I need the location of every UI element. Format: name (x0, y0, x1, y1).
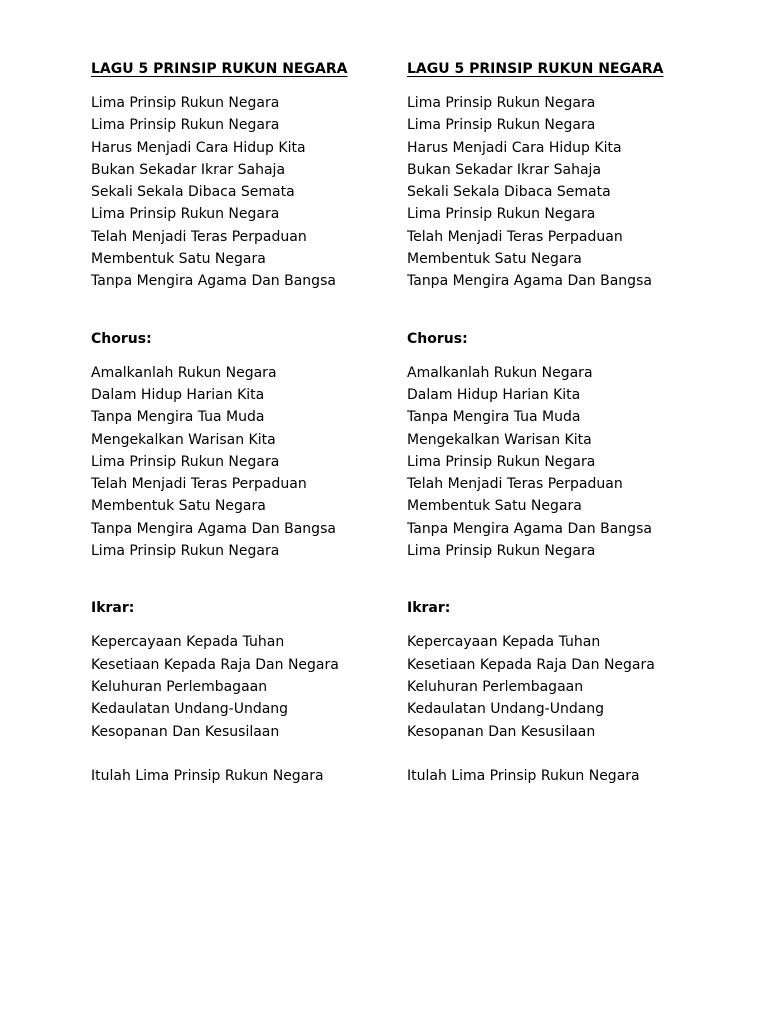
chorus-line: Lima Prinsip Rukun Negara (407, 543, 596, 560)
ikrar-block (407, 631, 737, 742)
verse-line: Telah Menjadi Teras Perpaduan (91, 228, 307, 245)
chorus-line: Lima Prinsip Rukun Negara (407, 453, 596, 470)
chorus-line: Membentuk Satu Negara (91, 498, 266, 515)
verse-line: Bukan Sekadar Ikrar Sahaja (407, 161, 602, 178)
verse-line: Lima Prinsip Rukun Negara (407, 117, 596, 134)
chorus-line: Telah Menjadi Teras Perpaduan (407, 476, 623, 493)
verse-line: Telah Menjadi Teras Perpaduan (407, 228, 623, 245)
lyrics-column-left (91, 58, 421, 787)
verse-line: Lima Prinsip Rukun Negara (407, 206, 596, 223)
chorus-line: Amalkanlah Rukun Negara (407, 364, 593, 381)
verse-line: Harus Menjadi Cara Hidup Kita (91, 139, 306, 156)
ikrar-line: Keluhuran Perlembagaan (407, 678, 584, 695)
chorus-line: Mengekalkan Warisan Kita (407, 431, 592, 448)
verse-line: Lima Prinsip Rukun Negara (407, 95, 596, 111)
ikrar-line: Kesopanan Dan Kesusilaan (91, 723, 280, 740)
verse-line: Membentuk Satu Negara (407, 251, 582, 268)
chorus-line: Telah Menjadi Teras Perpaduan (91, 476, 307, 493)
verse-block (91, 92, 421, 293)
chorus-line: Tanpa Mengira Tua Muda (407, 409, 581, 426)
chorus-label: Chorus: (407, 330, 468, 347)
chorus-line: Mengekalkan Warisan Kita (91, 431, 276, 448)
chorus-line: Amalkanlah Rukun Negara (91, 364, 277, 381)
verse-line: Bukan Sekadar Ikrar Sahaja (91, 161, 286, 178)
verse-line: Lima Prinsip Rukun Negara (91, 95, 280, 111)
verse-line: Lima Prinsip Rukun Negara (91, 117, 280, 134)
chorus-label: Chorus: (91, 330, 152, 347)
ikrar-line: Kedaulatan Undang-Undang (407, 701, 605, 718)
chorus-line: Dalam Hidup Harian Kita (91, 386, 265, 403)
ikrar-label: Ikrar: (91, 600, 135, 617)
chorus-line: Tanpa Mengira Agama Dan Bangsa (407, 520, 652, 537)
closing-line: Itulah Lima Prinsip Rukun Negara (91, 767, 324, 784)
chorus-line: Lima Prinsip Rukun Negara (91, 543, 280, 560)
verse-line: Sekali Sekala Dibaca Semata (91, 184, 295, 201)
chorus-block (407, 362, 737, 563)
song-title: LAGU 5 PRINSIP RUKUN NEGARA (407, 61, 664, 77)
verse-line: Tanpa Mengira Agama Dan Bangsa (407, 273, 652, 290)
verse-line: Sekali Sekala Dibaca Semata (407, 184, 611, 201)
verse-block (407, 92, 737, 293)
ikrar-line: Kepercayaan Kepada Tuhan (407, 634, 601, 651)
ikrar-line: Kedaulatan Undang-Undang (91, 701, 289, 718)
song-title: LAGU 5 PRINSIP RUKUN NEGARA (91, 61, 348, 77)
chorus-line: Tanpa Mengira Tua Muda (91, 409, 265, 426)
chorus-line: Lima Prinsip Rukun Negara (91, 453, 280, 470)
ikrar-line: Kesopanan Dan Kesusilaan (407, 723, 596, 740)
ikrar-line: Kepercayaan Kepada Tuhan (91, 634, 285, 651)
chorus-block (91, 362, 421, 563)
verse-line: Tanpa Mengira Agama Dan Bangsa (91, 273, 336, 290)
ikrar-line: Kesetiaan Kepada Raja Dan Negara (407, 656, 655, 673)
ikrar-block (91, 631, 421, 742)
verse-line: Membentuk Satu Negara (91, 251, 266, 268)
verse-line: Lima Prinsip Rukun Negara (91, 206, 280, 223)
chorus-line: Dalam Hidup Harian Kita (407, 386, 581, 403)
ikrar-line: Kesetiaan Kepada Raja Dan Negara (91, 656, 339, 673)
chorus-line: Membentuk Satu Negara (407, 498, 582, 515)
lyrics-column-right (407, 58, 737, 787)
closing-line: Itulah Lima Prinsip Rukun Negara (407, 767, 640, 784)
ikrar-line: Keluhuran Perlembagaan (91, 678, 268, 695)
ikrar-label: Ikrar: (407, 600, 451, 617)
chorus-line: Tanpa Mengira Agama Dan Bangsa (91, 520, 336, 537)
verse-line: Harus Menjadi Cara Hidup Kita (407, 139, 622, 156)
